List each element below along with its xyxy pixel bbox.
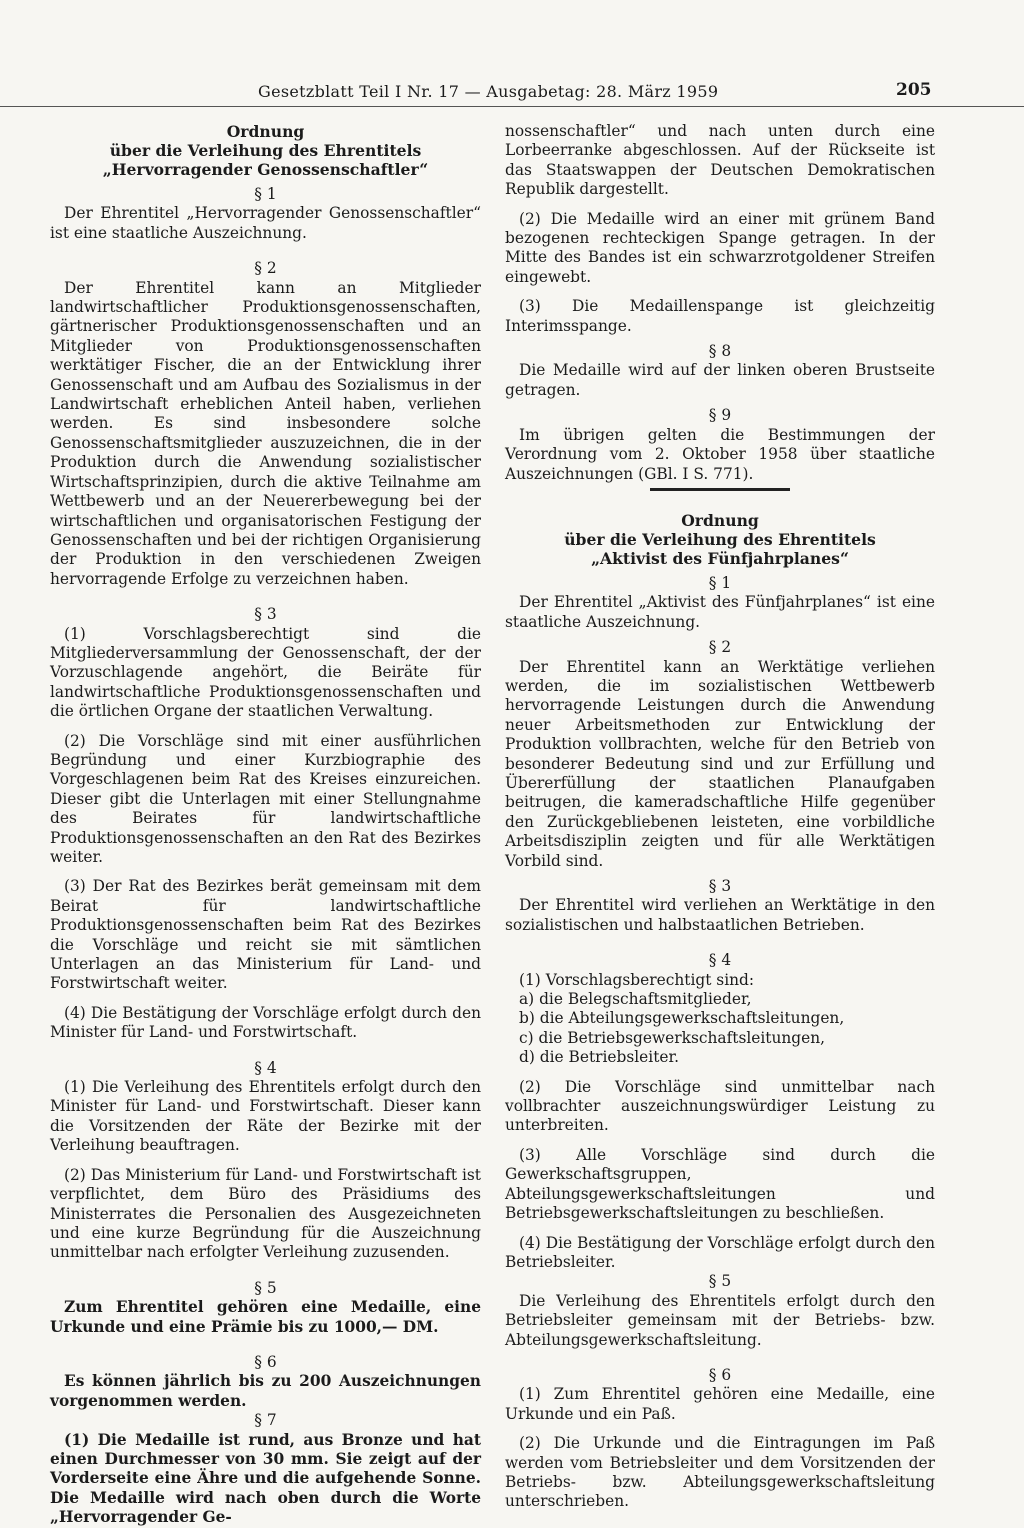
section-heading: § 1: [254, 185, 277, 203]
section-heading: § 6: [708, 1365, 732, 1384]
section-text: (3) Die Medaillenspange ist gleichzeitig Interimsspange.: [505, 297, 935, 335]
separator-rule: [650, 488, 790, 491]
section-heading: § 2: [254, 259, 277, 278]
section-heading: § 9: [708, 406, 732, 425]
section-heading: § 5: [254, 1278, 277, 1297]
section-heading: § 7: [254, 1411, 277, 1430]
section-heading: § 3: [254, 605, 277, 624]
section-text: Im übrigen gelten die Bestimmungen der Verordnung vom 2. Oktober 1958 über staatliche Auszeichnungen (GBl. I S. 771).: [505, 425, 935, 483]
title-line: Ordnung: [681, 510, 759, 530]
ordinance-title-2: [505, 511, 935, 568]
section-text: (1) Vorschlagsberechtigt sind die Mitgliederversammlung der Genossenschaft, der der Vorzuschlagende angehört, die Beiräte für landwirtschaftliche Produktionsgenossenschaften und die örtlichen Organe der staatlichen Verwaltung.: [50, 624, 481, 721]
section-text: Die Medaille wird auf der linken oberen Brustseite getragen.: [505, 361, 935, 399]
left-column: [50, 122, 481, 1528]
section-text: Zum Ehrentitel gehören eine Medaille, eine Urkunde und eine Prämie bis zu 1000,— DM.: [50, 1298, 481, 1336]
section-heading: § 2: [708, 638, 732, 657]
page-header: [0, 78, 1024, 107]
section-text: Der Ehrentitel kann an Werktätige verliehen werden, die im sozialistischen Wettbewerb hervorragende Leistungen durch die Anwendung neuer Arbeitsmethoden zur Entwicklung der Produktion vollbrachten, welche für den Betrieb von besonderer Bedeutung sind und zur Erfüllung und Übererfüllung der staatlichen Planaufgaben beitrugen, die kameradschaftliche Hilfe gegenüber den Zurückgebliebenen leisteten, eine vorbildliche Arbeitsdisziplin zeigten und für alle Werktätigen Vorbild sind.: [505, 657, 935, 870]
title-line: über die Verleihung des Ehrentitels: [109, 141, 422, 160]
section-text: Der Ehrentitel „Hervorragender Genossenschaftler“ ist eine staatliche Auszeichnung.: [50, 204, 481, 242]
section-text: Der Ehrentitel wird verliehen an Werktätige in den sozialistischen und halbstaatlichen Betrieben.: [505, 896, 935, 934]
right-column: [505, 122, 935, 1512]
list-item: b) die Abteilungsgewerkschaftsleitungen,: [519, 1009, 845, 1028]
section-text: Es können jährlich bis zu 200 Auszeichnungen vorgenommen werden.: [50, 1372, 481, 1410]
section-text: (2) Die Urkunde und die Eintragungen im Paß werden vom Betriebsleiter und dem Vorsitzenden der Betriebs- bzw. Abteilungsgewerkschaftsleitung unterschrieben.: [505, 1434, 935, 1511]
section-text: (1) Zum Ehrentitel gehören eine Medaille, eine Urkunde und ein Paß.: [505, 1385, 935, 1423]
section-text: (4) Die Bestätigung der Vorschläge erfolgt durch den Minister für Land- und Forstwirtschaft.: [50, 1003, 481, 1042]
page-number: 205: [896, 80, 932, 100]
section-text: (4) Die Bestätigung der Vorschläge erfolgt durch den Betriebsleiter.: [505, 1233, 935, 1271]
section-text: (1) Die Verleihung des Ehrentitels erfolgt durch den Minister für Land- und Forstwirtschaft. Dieser kann die Vorsitzenden der Räte der Bezirke mit der Verleihung beauftragen.: [50, 1078, 481, 1155]
list-item: a) die Belegschaftsmitglieder,: [519, 990, 752, 1009]
section-heading: § 5: [708, 1272, 732, 1291]
ordinance-title-1: [50, 122, 481, 179]
section-heading: § 4: [254, 1058, 277, 1077]
section-heading: § 6: [254, 1352, 277, 1371]
list-item: d) die Betriebsleiter.: [519, 1048, 680, 1067]
section-text: (3) Der Rat des Bezirkes berät gemeinsam mit dem Beirat für landwirtschaftliche Produktionsgenossenschaften beim Rat des Bezirkes die Vorschläge und reicht sie mit sämtlichen Unterlagen an das Ministerium für Land- und Forstwirtschaft weiter.: [50, 877, 481, 993]
section-text: Der Ehrentitel „Aktivist des Fünfjahrplanes“ ist eine staatliche Auszeichnung.: [505, 593, 935, 631]
section-text: (2) Das Ministerium für Land- und Forstwirtschaft ist verpflichtet, dem Büro des Präsidiums des Ministerrates die Personalien des Ausgezeichneten und eine kurze Begründung für die Auszeichnung unmittelbar nach erfolgter Verleihung zuzusenden.: [50, 1165, 481, 1262]
list-item: c) die Betriebsgewerkschaftsleitungen,: [519, 1028, 826, 1047]
section-text: Die Verleihung des Ehrentitels erfolgt durch den Betriebsleiter gemeinsam mit der Betriebs- bzw. Abteilungsgewerkschaftsleitung.: [505, 1291, 935, 1349]
section-text: nossenschaftler“ und nach unten durch eine Lorbeerranke abgeschlossen. Auf der Rückseite ist das Staatswappen der Deutschen Demokratischen Republik dargestellt.: [505, 122, 935, 199]
section-text: Der Ehrentitel kann an Mitglieder landwirtschaftlicher Produktionsgenossenschaften, gärtnerischer Produktionsgenossenschaften und an Mitglieder von Produktionsgenossenschaften werktätiger Fischer, die an der Entwicklung ihrer Genossenschaft und am Aufbau des Sozialismus in der Landwirtschaft erheblichen Anteil haben, verliehen werden. Es sind insbesondere solche Genossenschaftsmitglieder auszuzeichnen, die in der Produktion durch die Anwendung sozialistischer Wirtschaftsprinzipien, durch die aktive Teilnahme am Wettbewerb und an der Neuererbewegung bei der wirtschaftlichen und organisatorischen Festigung der Genossenschaften und bei der richtigen Organisierung der Produktion in den verschiedenen Zweigen hervorragende Erfolge zu verzeichnen haben.: [50, 278, 481, 588]
section-text: (3) Alle Vorschläge sind durch die Gewerkschaftsgruppen, Abteilungsgewerkschaftsleitungen und Betriebsgewerkschaftsleitungen zu beschließen.: [505, 1145, 935, 1223]
title-line: Ordnung: [226, 122, 305, 141]
section-text: (2) Die Vorschläge sind mit einer ausführlichen Begründung und einer Kurzbiographie des Vorgeschlagenen beim Rat des Kreises einzureichen. Dieser gibt die Unterlagen mit einer Stellungnahme des Beirates für landwirtschaftliche Produktionsgenossenschaften an den Rat des Bezirkes weiter.: [50, 731, 481, 866]
section-text: (2) Die Medaille wird an einer mit grünem Band bezogenen rechteckigen Spange getragen. In der Mitte des Bandes ist ein schwarzrotgoldener Streifen eingewebt.: [505, 209, 935, 286]
gazette-header: Gesetzblatt Teil I Nr. 17 — Ausgabetag: 28. März 1959: [258, 82, 719, 101]
section-heading: § 4: [708, 951, 732, 970]
title-line: „Aktivist des Fünfjahrplanes“: [591, 548, 849, 568]
title-line: über die Verleihung des Ehrentitels: [564, 529, 876, 549]
title-line: „Hervorragender Genossenschaftler“: [102, 160, 429, 179]
section-heading: § 8: [708, 342, 732, 361]
section-heading: § 3: [708, 877, 732, 895]
section-heading: § 1: [708, 573, 732, 592]
section-text: (1) Die Medaille ist rund, aus Bronze und hat einen Durchmesser von 30 mm. Sie zeigt auf der Vorderseite eine Ähre und die aufgehende Sonne. Die Medaille wird nach oben durch die Worte „Hervorragender Ge-: [50, 1430, 481, 1527]
section-text: (1) Vorschlagsberechtigt sind:: [519, 970, 755, 989]
section-text: (2) Die Vorschläge sind unmittelbar nach vollbrachter auszeichnungswürdiger Leistung zu unterbreiten.: [505, 1077, 935, 1135]
